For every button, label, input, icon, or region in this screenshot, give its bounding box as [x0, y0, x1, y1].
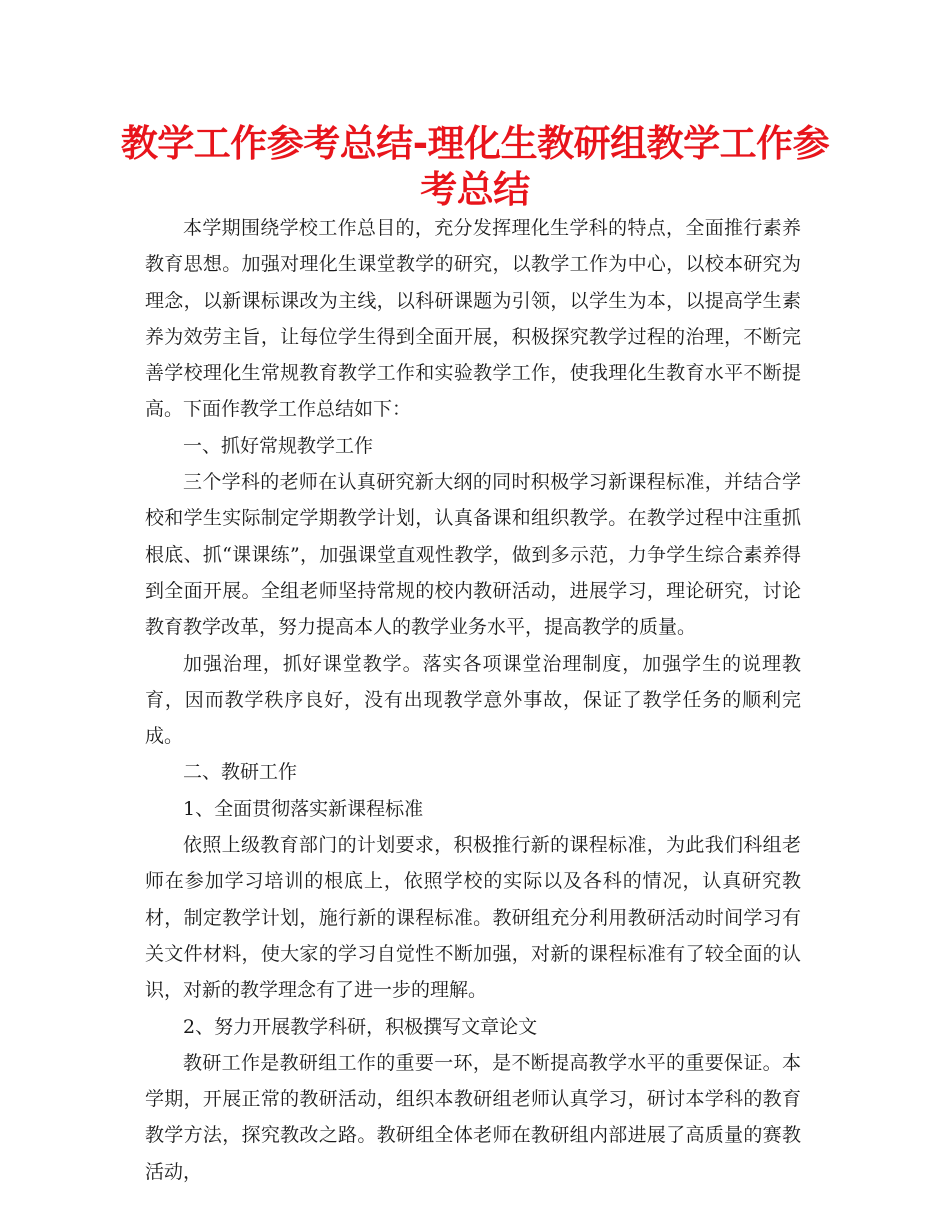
section-heading-1: 一、抓好常规教学工作: [183, 434, 374, 457]
subsection-heading-2: 2、努力开展教学科研，积极撰写文章论文: [183, 1015, 538, 1038]
document-title: 教学工作参考总结-理化生教研组教学工作参考总结: [120, 122, 830, 211]
paragraph-curriculum-standard: 依照上级教育部门的计划要求，积极推行新的课程标准，为此我们科组老师在参加学习培训的根底上，依照学校的实际以及各科的情况，认真研究教材，制定教学计划，施行新的课程标准。教研组充分利用教研活动时间学习有关文件材料，使大家的学习自觉性不断加强，对新的课程标准有了较全面的认识，对新的教学理念有了进一步的理解。: [145, 834, 801, 1002]
paragraph-teaching-research: 教研工作是教研组工作的重要一环，是不断提高教学水平的重要保证。本学期，开展正常的教研活动，组织本教研组老师认真学习，研讨本学科的教育教学方法，探究教改之路。教研组全体老师在教研组内部进展了高质量的赛教活动，: [145, 1051, 801, 1183]
paragraph-routine-teaching: 三个学科的老师在认真研究新大纲的同时积极学习新课程标准，并结合学校和学生实际制定学期教学计划，认真备课和组织教学。在教学过程中注重抓根底、抓“课课练”，加强课堂直观性教学，做到多示范，力争学生综合素养得到全面开展。全组老师坚持常规的校内教研活动，进展学习，理论研究，讨论教育教学改革，努力提高本人的教学业务水平，提高教学的质量。: [145, 471, 801, 639]
section-heading-2: 二、教研工作: [183, 761, 298, 784]
paragraph-intro: 本学期围绕学校工作总目的，充分发挥理化生学科的特点，全面推行素养教育思想。加强对理化生课堂教学的研究，以教学工作为中心，以校本研究为理念，以新课标课改为主线，以科研课题为引领，以学生为本，以提高学生素养为效劳主旨，让每位学生得到全面开展，积极探究教学过程的治理，不断完善学校理化生常规教育教学工作和实验教学工作，使我理化生教育水平不断提高。下面作教学工作总结如下：: [145, 217, 801, 421]
paragraph-management: 加强治理，抓好课堂教学。落实各项课堂治理制度，加强学生的说理教育，因而教学秩序良好，没有出现教学意外事故，保证了教学任务的顺利完成。: [145, 652, 801, 748]
subsection-heading-1: 1、全面贯彻落实新课程标准: [183, 797, 424, 820]
document-body: [145, 210, 801, 1190]
